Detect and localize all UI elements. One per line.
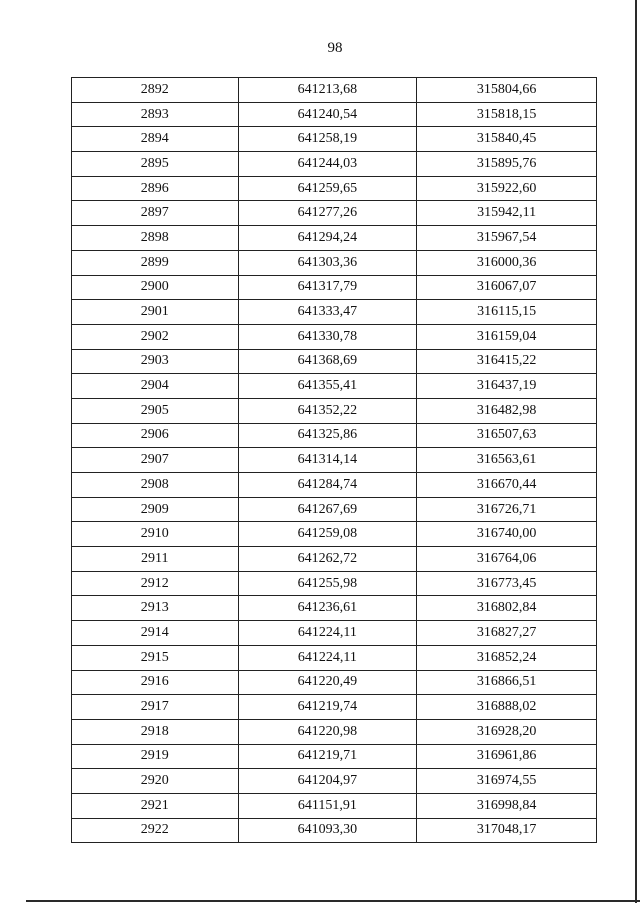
point-number-cell: 2907 [72,448,239,473]
page-edge-right [635,0,637,903]
table-row [72,250,597,275]
table-row [72,201,597,226]
y-coordinate-cell: 316928,20 [417,719,597,744]
y-coordinate-cell: 316773,45 [417,571,597,596]
table-row [72,769,597,794]
table-row [72,547,597,572]
point-number-cell: 2903 [72,349,239,374]
point-number-cell: 2920 [72,769,239,794]
y-coordinate-cell: 316827,27 [417,621,597,646]
table-row [72,645,597,670]
coordinates-table-body [72,78,597,843]
y-coordinate-cell: 316866,51 [417,670,597,695]
y-coordinate-cell: 316000,36 [417,250,597,275]
table-row [72,571,597,596]
point-number-cell: 2900 [72,275,239,300]
x-coordinate-cell: 641325,86 [238,423,417,448]
y-coordinate-cell: 316159,04 [417,324,597,349]
y-coordinate-cell: 316764,06 [417,547,597,572]
point-number-cell: 2919 [72,744,239,769]
table-row [72,102,597,127]
x-coordinate-cell: 641151,91 [238,793,417,818]
table-row [72,275,597,300]
y-coordinate-cell: 316067,07 [417,275,597,300]
y-coordinate-cell: 316726,71 [417,497,597,522]
point-number-cell: 2902 [72,324,239,349]
point-number-cell: 2901 [72,300,239,325]
coordinates-table [71,77,597,843]
point-number-cell: 2916 [72,670,239,695]
table-row [72,818,597,843]
y-coordinate-cell: 316115,15 [417,300,597,325]
table-row [72,398,597,423]
x-coordinate-cell: 641258,19 [238,127,417,152]
table-row [72,621,597,646]
point-number-cell: 2894 [72,127,239,152]
y-coordinate-cell: 316802,84 [417,596,597,621]
point-number-cell: 2910 [72,522,239,547]
table-row [72,744,597,769]
x-coordinate-cell: 641244,03 [238,152,417,177]
point-number-cell: 2914 [72,621,239,646]
x-coordinate-cell: 641224,11 [238,645,417,670]
table-row [72,349,597,374]
x-coordinate-cell: 641333,47 [238,300,417,325]
table-row [72,522,597,547]
table-row [72,423,597,448]
y-coordinate-cell: 316670,44 [417,473,597,498]
x-coordinate-cell: 641262,72 [238,547,417,572]
point-number-cell: 2899 [72,250,239,275]
x-coordinate-cell: 641093,30 [238,818,417,843]
y-coordinate-cell: 316437,19 [417,374,597,399]
x-coordinate-cell: 641259,65 [238,176,417,201]
point-number-cell: 2918 [72,719,239,744]
x-coordinate-cell: 641220,98 [238,719,417,744]
y-coordinate-cell: 316563,61 [417,448,597,473]
table-row [72,176,597,201]
y-coordinate-cell: 316961,86 [417,744,597,769]
y-coordinate-cell: 316998,84 [417,793,597,818]
table-row [72,324,597,349]
x-coordinate-cell: 641220,49 [238,670,417,695]
table-row [72,596,597,621]
page-number: 98 [327,40,343,56]
page-edge-bottom [26,900,640,902]
y-coordinate-cell: 316852,24 [417,645,597,670]
x-coordinate-cell: 641314,14 [238,448,417,473]
y-coordinate-cell: 315804,66 [417,78,597,103]
x-coordinate-cell: 641255,98 [238,571,417,596]
x-coordinate-cell: 641240,54 [238,102,417,127]
point-number-cell: 2912 [72,571,239,596]
x-coordinate-cell: 641352,22 [238,398,417,423]
y-coordinate-cell: 315967,54 [417,226,597,251]
x-coordinate-cell: 641204,97 [238,769,417,794]
table-row [72,226,597,251]
point-number-cell: 2911 [72,547,239,572]
x-coordinate-cell: 641368,69 [238,349,417,374]
point-number-cell: 2921 [72,793,239,818]
x-coordinate-cell: 641294,24 [238,226,417,251]
y-coordinate-cell: 317048,17 [417,818,597,843]
y-coordinate-cell: 316507,63 [417,423,597,448]
table-row [72,374,597,399]
point-number-cell: 2915 [72,645,239,670]
table-row [72,300,597,325]
y-coordinate-cell: 316888,02 [417,695,597,720]
table-row [72,670,597,695]
x-coordinate-cell: 641259,08 [238,522,417,547]
x-coordinate-cell: 641277,26 [238,201,417,226]
x-coordinate-cell: 641236,61 [238,596,417,621]
point-number-cell: 2922 [72,818,239,843]
point-number-cell: 2908 [72,473,239,498]
x-coordinate-cell: 641330,78 [238,324,417,349]
point-number-cell: 2904 [72,374,239,399]
y-coordinate-cell: 315922,60 [417,176,597,201]
point-number-cell: 2906 [72,423,239,448]
table-row [72,152,597,177]
table-row [72,793,597,818]
y-coordinate-cell: 316974,55 [417,769,597,794]
point-number-cell: 2893 [72,102,239,127]
x-coordinate-cell: 641317,79 [238,275,417,300]
x-coordinate-cell: 641219,71 [238,744,417,769]
point-number-cell: 2917 [72,695,239,720]
point-number-cell: 2913 [72,596,239,621]
table-row [72,127,597,152]
table-row [72,473,597,498]
point-number-cell: 2898 [72,226,239,251]
table-row [72,78,597,103]
point-number-cell: 2909 [72,497,239,522]
point-number-cell: 2896 [72,176,239,201]
x-coordinate-cell: 641284,74 [238,473,417,498]
y-coordinate-cell: 315840,45 [417,127,597,152]
point-number-cell: 2892 [72,78,239,103]
y-coordinate-cell: 316740,00 [417,522,597,547]
x-coordinate-cell: 641267,69 [238,497,417,522]
x-coordinate-cell: 641303,36 [238,250,417,275]
table-row [72,448,597,473]
x-coordinate-cell: 641224,11 [238,621,417,646]
point-number-cell: 2895 [72,152,239,177]
x-coordinate-cell: 641213,68 [238,78,417,103]
y-coordinate-cell: 315895,76 [417,152,597,177]
point-number-cell: 2897 [72,201,239,226]
x-coordinate-cell: 641355,41 [238,374,417,399]
table-row [72,719,597,744]
x-coordinate-cell: 641219,74 [238,695,417,720]
y-coordinate-cell: 316482,98 [417,398,597,423]
y-coordinate-cell: 316415,22 [417,349,597,374]
y-coordinate-cell: 315818,15 [417,102,597,127]
table-row [72,695,597,720]
table-row [72,497,597,522]
y-coordinate-cell: 315942,11 [417,201,597,226]
point-number-cell: 2905 [72,398,239,423]
